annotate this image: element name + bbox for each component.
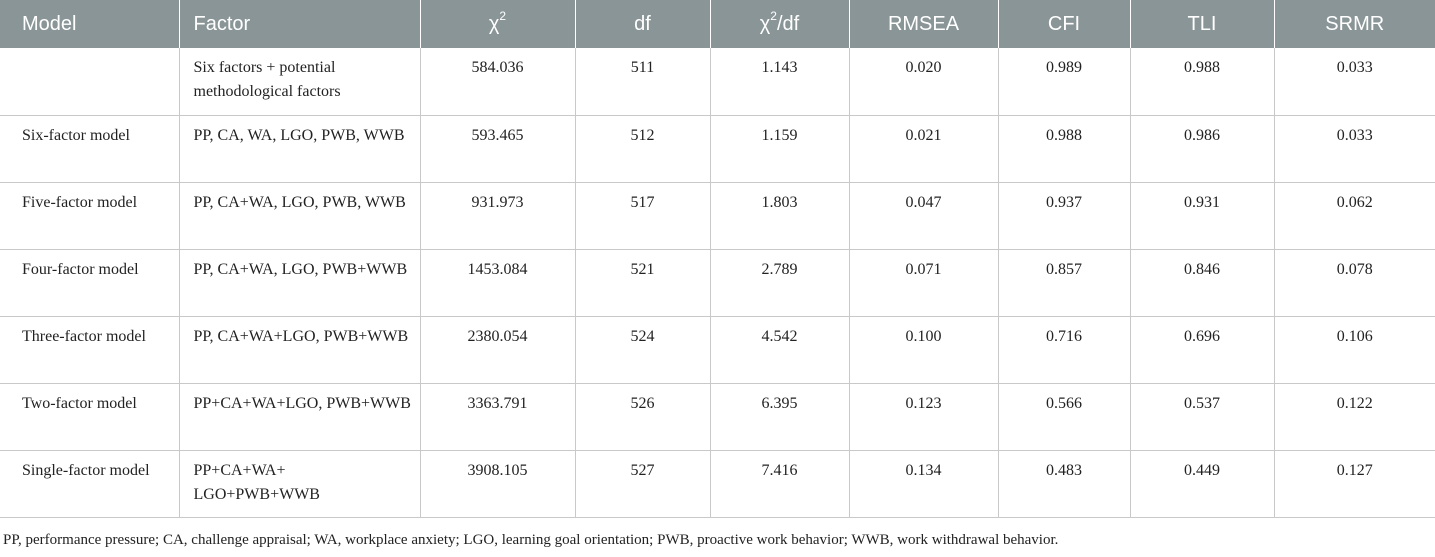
cell-df: 517	[575, 182, 710, 249]
table-row	[0, 450, 1435, 517]
cell-factor: PP, CA, WA, LGO, PWB, WWB	[179, 115, 420, 182]
cell-cfi: 0.988	[998, 115, 1130, 182]
header-df: df	[575, 0, 710, 48]
table-row	[0, 383, 1435, 450]
cell-df: 511	[575, 48, 710, 115]
cell-model: Four-factor model	[0, 249, 179, 316]
cell-factor: PP+CA+WA+LGO, PWB+WWB	[179, 383, 420, 450]
cell-rmsea: 0.021	[849, 115, 998, 182]
cell-chi-square: 1453.084	[420, 249, 575, 316]
header-chi-square-symbol: χ	[488, 12, 500, 35]
cell-df: 527	[575, 450, 710, 517]
cell-factor: PP, CA+WA, LGO, PWB, WWB	[179, 182, 420, 249]
cell-cfi: 0.937	[998, 182, 1130, 249]
cell-tli: 0.988	[1130, 48, 1274, 115]
table-footnote: PP, performance pressure; CA, challenge appraisal; WA, workplace anxiety; LGO, learning goal orientation; PWB, proactive work behavior; WWB, work withdrawal behavior.	[3, 532, 1059, 548]
cell-df: 521	[575, 249, 710, 316]
cell-cfi: 0.716	[998, 316, 1130, 383]
cell-chi-square: 593.465	[420, 115, 575, 182]
cell-factor: PP, CA+WA, LGO, PWB+WWB	[179, 249, 420, 316]
cell-chi-square: 2380.054	[420, 316, 575, 383]
header-chi-square-exponent: 2	[499, 8, 507, 23]
cell-tli: 0.449	[1130, 450, 1274, 517]
cell-chi-square-df: 1.159	[710, 115, 849, 182]
cell-chi-square-df: 1.143	[710, 48, 849, 115]
cell-model	[0, 48, 179, 115]
table-row	[0, 48, 1435, 115]
cell-chi-square: 931.973	[420, 182, 575, 249]
cell-srmr: 0.033	[1274, 115, 1435, 182]
cell-srmr: 0.033	[1274, 48, 1435, 115]
cell-rmsea: 0.100	[849, 316, 998, 383]
header-cfi: CFI	[998, 0, 1130, 48]
cell-chi-square-df: 7.416	[710, 450, 849, 517]
cell-model: Three-factor model	[0, 316, 179, 383]
cell-tli: 0.846	[1130, 249, 1274, 316]
cell-chi-square-df: 6.395	[710, 383, 849, 450]
cell-srmr: 0.106	[1274, 316, 1435, 383]
cell-chi-square-df: 4.542	[710, 316, 849, 383]
header-chi-square-df-divisor: /df	[776, 12, 800, 35]
cell-cfi: 0.483	[998, 450, 1130, 517]
cell-srmr: 0.062	[1274, 182, 1435, 249]
cell-chi-square: 3363.791	[420, 383, 575, 450]
header-row	[0, 0, 1435, 48]
header-model: Model	[0, 0, 179, 48]
cell-model: Six-factor model	[0, 115, 179, 182]
cell-srmr: 0.127	[1274, 450, 1435, 517]
header-factor: Factor	[179, 0, 420, 48]
cell-srmr: 0.122	[1274, 383, 1435, 450]
table-row	[0, 316, 1435, 383]
cell-tli: 0.696	[1130, 316, 1274, 383]
cell-cfi: 0.566	[998, 383, 1130, 450]
cell-chi-square: 584.036	[420, 48, 575, 115]
cell-tli: 0.986	[1130, 115, 1274, 182]
table-row	[0, 115, 1435, 182]
cell-model: Five-factor model	[0, 182, 179, 249]
cell-chi-square: 3908.105	[420, 450, 575, 517]
header-rmsea: RMSEA	[849, 0, 998, 48]
table-row	[0, 249, 1435, 316]
cell-factor: PP+CA+WA+ LGO+PWB+WWB	[179, 450, 420, 517]
cell-rmsea: 0.134	[849, 450, 998, 517]
header-chi-square	[420, 0, 575, 48]
cell-df: 524	[575, 316, 710, 383]
cell-factor: Six factors + potential methodological factors	[179, 48, 420, 115]
header-tli: TLI	[1130, 0, 1274, 48]
cell-model: Single-factor model	[0, 450, 179, 517]
table-row	[0, 182, 1435, 249]
cell-rmsea: 0.047	[849, 182, 998, 249]
cell-srmr: 0.078	[1274, 249, 1435, 316]
cell-model: Two-factor model	[0, 383, 179, 450]
header-srmr: SRMR	[1274, 0, 1435, 48]
cell-chi-square-df: 2.789	[710, 249, 849, 316]
header-chi-square-df	[710, 0, 849, 48]
cell-tli: 0.931	[1130, 182, 1274, 249]
header-chi-square-df-symbol: χ	[759, 12, 771, 35]
cell-cfi: 0.857	[998, 249, 1130, 316]
cell-cfi: 0.989	[998, 48, 1130, 115]
cell-df: 526	[575, 383, 710, 450]
cell-chi-square-df: 1.803	[710, 182, 849, 249]
cell-df: 512	[575, 115, 710, 182]
cell-rmsea: 0.123	[849, 383, 998, 450]
cell-factor: PP, CA+WA+LGO, PWB+WWB	[179, 316, 420, 383]
cell-tli: 0.537	[1130, 383, 1274, 450]
header-chi-square-df-exponent: 2	[770, 8, 777, 23]
cell-rmsea: 0.020	[849, 48, 998, 115]
cell-rmsea: 0.071	[849, 249, 998, 316]
